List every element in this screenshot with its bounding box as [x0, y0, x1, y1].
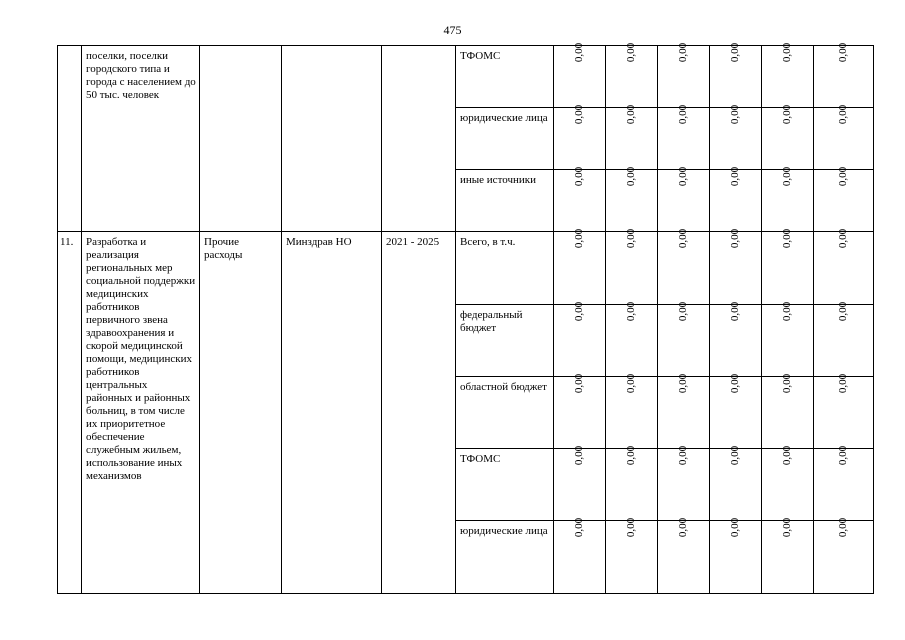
- value-cell: 0,00: [554, 46, 606, 108]
- value-cell: 0,00: [606, 521, 658, 594]
- value-cell: 0,00: [658, 377, 710, 449]
- description-cell: Разработка и реализация региональных мер социальной поддержки медицинских работников первичного звена здравоохранения и скорой медицинской помощи, медицинских работников центральных районных и районных больниц, в том числе их приоритетное обеспечение служебным жильем, использование иных механизмов: [82, 232, 200, 594]
- page-number: 475: [443, 23, 462, 37]
- value-cell: 0,00: [814, 232, 874, 305]
- value-cell: 0,00: [554, 108, 606, 170]
- value-cell: 0,00: [606, 170, 658, 232]
- executor-cell: Минздрав НО: [282, 232, 382, 594]
- table-row: [58, 46, 874, 108]
- value-cell: 0,00: [814, 46, 874, 108]
- value-cell: 0,00: [606, 232, 658, 305]
- value-cell: 0,00: [710, 521, 762, 594]
- row-number-cell: [58, 46, 82, 232]
- value-cell: 0,00: [658, 449, 710, 521]
- value-cell: 0,00: [762, 377, 814, 449]
- executor-cell: [282, 46, 382, 232]
- value-cell: 0,00: [658, 170, 710, 232]
- value-cell: 0,00: [762, 449, 814, 521]
- source-cell: федеральный бюджет: [456, 305, 554, 377]
- value-cell: 0,00: [762, 305, 814, 377]
- value-cell: 0,00: [606, 46, 658, 108]
- value-cell: 0,00: [762, 232, 814, 305]
- value-cell: 0,00: [606, 377, 658, 449]
- value-cell: 0,00: [658, 305, 710, 377]
- value-cell: 0,00: [710, 232, 762, 305]
- period-cell: 2021 - 2025: [382, 232, 456, 594]
- value-cell: 0,00: [710, 449, 762, 521]
- value-cell: 0,00: [554, 170, 606, 232]
- value-cell: 0,00: [606, 108, 658, 170]
- value-cell: 0,00: [658, 108, 710, 170]
- description-cell: поселки, поселки городского типа и города с населением до 50 тыс. человек: [82, 46, 200, 232]
- value-cell: 0,00: [710, 170, 762, 232]
- value-cell: 0,00: [554, 449, 606, 521]
- value-cell: 0,00: [762, 46, 814, 108]
- value-cell: 0,00: [606, 305, 658, 377]
- value-cell: 0,00: [762, 170, 814, 232]
- value-cell: 0,00: [814, 449, 874, 521]
- value-cell: 0,00: [762, 521, 814, 594]
- value-cell: 0,00: [658, 46, 710, 108]
- source-cell: юридические лица: [456, 521, 554, 594]
- value-cell: 0,00: [762, 108, 814, 170]
- value-cell: 0,00: [814, 108, 874, 170]
- value-cell: 0,00: [554, 305, 606, 377]
- value-cell: 0,00: [554, 521, 606, 594]
- value-cell: 0,00: [710, 305, 762, 377]
- table-row: [58, 232, 874, 305]
- source-cell: областной бюджет: [456, 377, 554, 449]
- value-cell: 0,00: [814, 377, 874, 449]
- value-cell: 0,00: [814, 170, 874, 232]
- value-cell: 0,00: [814, 521, 874, 594]
- source-cell: юридические лица: [456, 108, 554, 170]
- period-cell: [382, 46, 456, 232]
- value-cell: 0,00: [710, 377, 762, 449]
- value-cell: 0,00: [554, 377, 606, 449]
- value-cell: 0,00: [658, 521, 710, 594]
- value-cell: 0,00: [710, 108, 762, 170]
- value-cell: 0,00: [814, 305, 874, 377]
- value-cell: 0,00: [658, 232, 710, 305]
- expense-type-cell: Прочие расходы: [200, 232, 282, 594]
- value-cell: 0,00: [710, 46, 762, 108]
- row-number-cell: 11.: [58, 232, 82, 594]
- funding-table: [57, 42, 874, 594]
- source-cell: ТФОМС: [456, 449, 554, 521]
- value-cell: 0,00: [606, 449, 658, 521]
- source-cell: ТФОМС: [456, 46, 554, 108]
- value-cell: 0,00: [554, 232, 606, 305]
- expense-type-cell: [200, 46, 282, 232]
- source-cell: иные источники: [456, 170, 554, 232]
- source-cell: Всего, в т.ч.: [456, 232, 554, 305]
